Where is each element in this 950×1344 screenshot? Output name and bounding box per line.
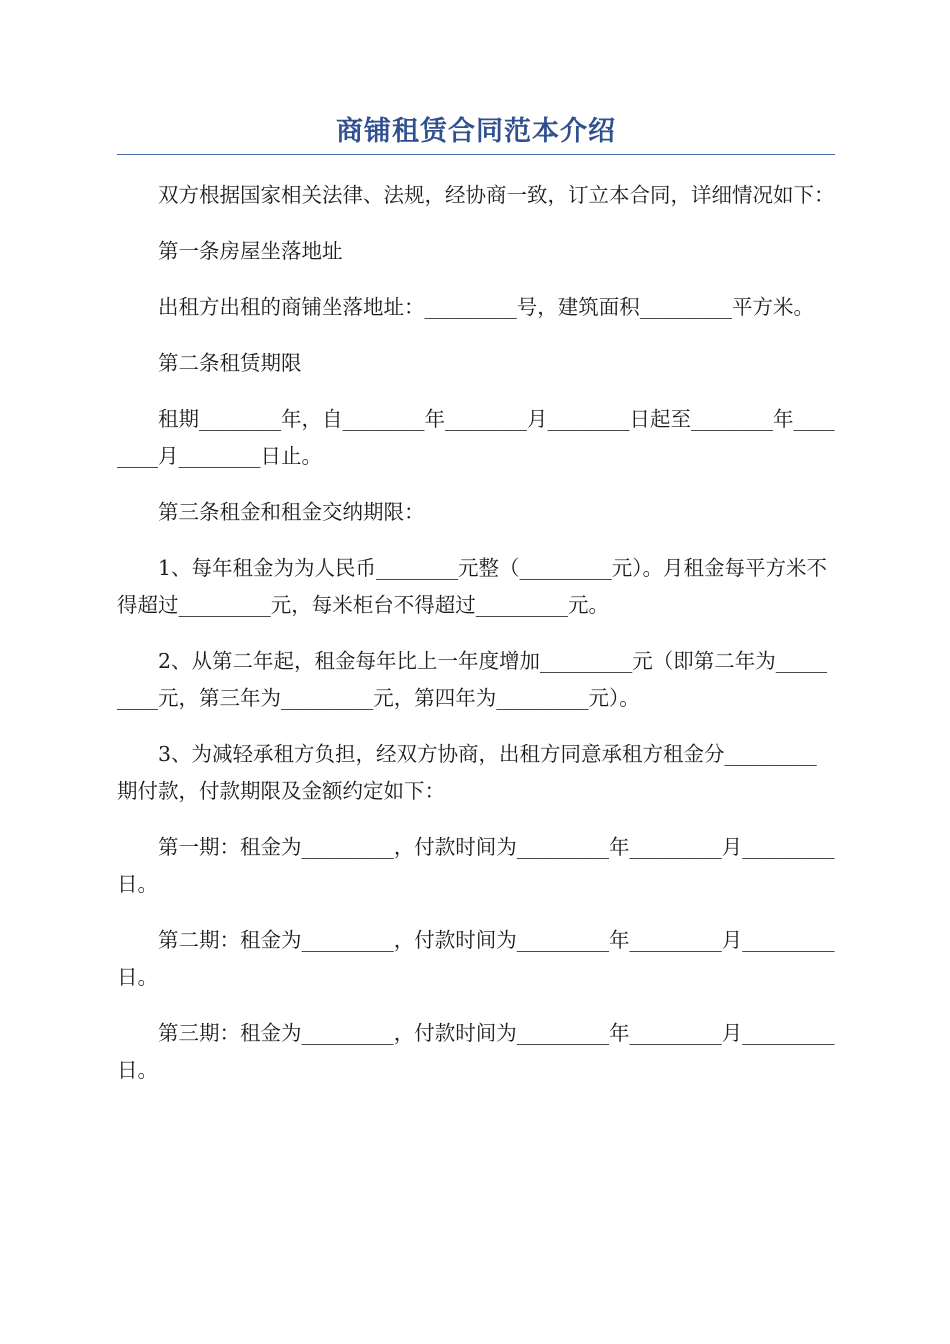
installment-3: 第三期：租金为_________，付款时间为_________年_________月_________日。 [117, 1021, 835, 1082]
address-clause: 出租方出租的商铺坐落地址：_________号，建筑面积_________平方米。 [158, 295, 814, 319]
lease-term-clause: 租期________年，自________年________月________日起至________年________月________日止。 [117, 407, 835, 468]
rent-clause-3: 3、为减轻承租方负担，经双方协商，出租方同意承租方租金分_________期付款，付款期限及金额约定如下： [117, 742, 817, 803]
article-2-heading: 第二条租赁期限 [158, 351, 302, 375]
rent-clause-1: 1、每年租金为为人民币________元整（_________元）。月租金每平方米不得超过_________元，每米柜台不得超过_________元。 [117, 556, 828, 617]
installment-2: 第二期：租金为_________，付款时间为_________年_________月_________日。 [117, 928, 835, 989]
rent-clause-2: 2、从第二年起，租金每年比上一年度增加_________元（即第二年为_________元，第三年为_________元，第四年为_________元）。 [117, 649, 828, 710]
intro-paragraph: 双方根据国家相关法律、法规，经协商一致，订立本合同，详细情况如下： [158, 183, 835, 207]
article-3-heading: 第三条租金和租金交纳期限： [158, 500, 425, 524]
article-1-heading: 第一条房屋坐落地址 [158, 239, 343, 263]
installment-1: 第一期：租金为_________，付款时间为_________年_________月_________日。 [117, 835, 835, 896]
document-title: 商铺租赁合同范本介绍 [117, 112, 835, 155]
document-page [117, 112, 835, 1089]
